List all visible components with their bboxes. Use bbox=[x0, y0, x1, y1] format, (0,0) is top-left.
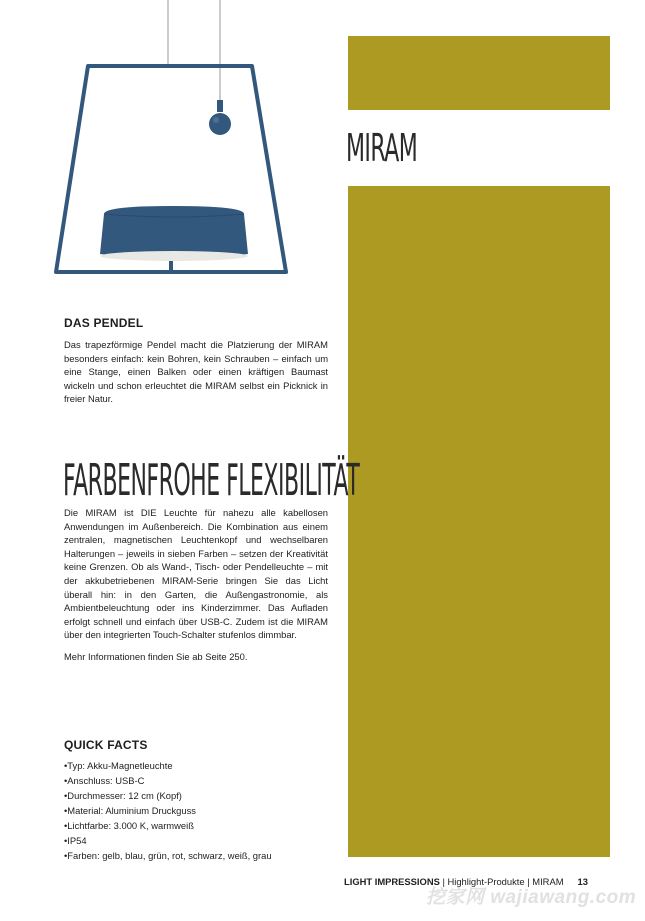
quick-facts-list bbox=[64, 758, 272, 863]
accent-block-main bbox=[348, 186, 610, 857]
section-heading-pendel: DAS PENDEL bbox=[64, 316, 144, 330]
accent-block-top bbox=[348, 36, 610, 110]
lamp-diffuser bbox=[100, 251, 248, 261]
list-item: • IP54 bbox=[64, 833, 272, 848]
list-item: • Farben: gelb, blau, grün, rot, schwarz, weiß, grau bbox=[64, 848, 272, 863]
footer-brand: LIGHT IMPRESSIONS bbox=[344, 876, 440, 887]
pendant-lamp-illustration bbox=[40, 0, 310, 292]
section-heading-quick-facts: QUICK FACTS bbox=[64, 738, 148, 752]
footer-section: | Highlight-Produkte | MIRAM bbox=[439, 876, 564, 887]
counterweight-neck bbox=[217, 100, 223, 112]
paragraph-flexibility: Die MIRAM ist DIE Leuchte für nahezu alle kabellosen Anwendungen im Außenbereich. Die Kombination aus einem zentralen, magnetischen Leuchtenkopf und wechselbaren Halterungen – jeweils in sieben Farben – setzen der Kreativität keine Grenzen. Ob als Wand-, Tisch- oder Pendelleuchte – mit der akkubetriebenen MIRAM-Serie bringen Sie das Licht überall hin: in den Garten, die Außengastronomie, als Ambientbeleuchtung oder ins Kinderzimmer. Das Aufladen erfolgt schnell und einfach über USB-C. Zudem ist die MIRAM über den integrierten Touch-Schalter stufenlos dimmbar. bbox=[64, 507, 328, 641]
more-info-note: Mehr Informationen finden Sie ab Seite 250. bbox=[64, 651, 248, 662]
list-item: • Typ: Akku-Magnetleuchte bbox=[64, 758, 272, 773]
list-item: • Anschluss: USB-C bbox=[64, 773, 272, 788]
list-item: • Material: Aluminium Druckguss bbox=[64, 803, 272, 818]
page-number: 13 bbox=[577, 876, 588, 887]
lamp-shade bbox=[100, 206, 248, 258]
counterweight-ball bbox=[209, 113, 231, 135]
watermark: 挖家网 wajiawang.com bbox=[426, 887, 637, 908]
product-title: MIRAM bbox=[346, 126, 418, 170]
list-item: • Lichtfarbe: 3.000 K, warmweiß bbox=[64, 818, 272, 833]
section-title-flexibility: FARBENFROHE FLEXIBILITÄT bbox=[63, 455, 360, 506]
paragraph-pendel: Das trapezförmige Pendel macht die Platzierung der MIRAM besonders einfach: kein Bohren, kein Schrauben – einfach um eine Stange, einen Balken oder einen kräftigen Baumast wickeln und schon erleuchtet die MIRAM selbst ein Picknick in freier Natur. bbox=[64, 339, 328, 405]
list-item: • Durchmesser: 12 cm (Kopf) bbox=[64, 788, 272, 803]
